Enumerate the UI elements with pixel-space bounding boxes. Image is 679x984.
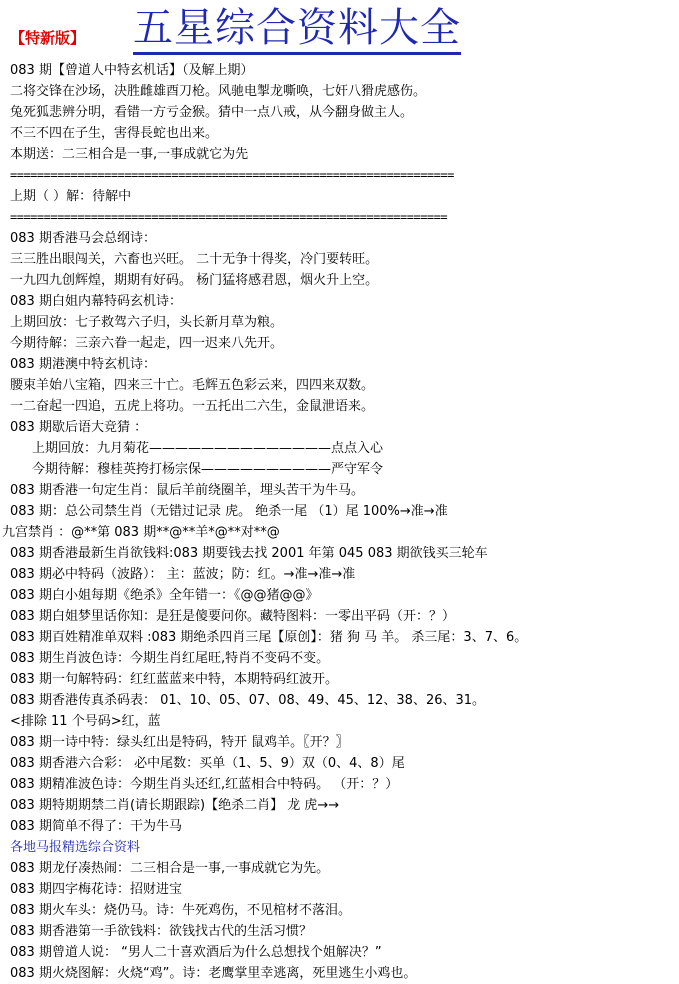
edition-badge: 【特新版】 bbox=[10, 29, 86, 47]
text-line: 一二奋起一四追，五虎上将功。一五托出二六生，金鼠泄语来。 bbox=[10, 399, 375, 414]
text-line: 083 期香港马会总纲诗： bbox=[10, 231, 156, 246]
text-line: 083 期：总公司禁生肖（无错过记录 虎。 绝杀一尾 （1）尾 100%→准→准 bbox=[10, 504, 448, 519]
text-line: 083 期白小姐每期《绝杀》全年错一：《@@猪@@》 bbox=[10, 588, 319, 603]
text-line: 腰束羊始八宝箱，四来三十亡。毛辉五色彩云来，四四来双数。 bbox=[10, 378, 375, 393]
text-line: 上期回放：七子救驾六子归，头长新月草为粮。 bbox=[10, 315, 284, 330]
text-line: 083 期歇后语大竞猜 ： bbox=[10, 420, 148, 435]
text-line: 兔死狐悲辨分明，看错一方亏金猴。猜中一点八戒，从今翻身做主人。 bbox=[10, 105, 414, 120]
text-line: 本期送：二三相合是一事,一事成就它为先 bbox=[10, 147, 249, 162]
text-line: 今期待解：穆桂英挎打杨宗保——————————严守军令 bbox=[32, 462, 384, 477]
text-line: 083 期特期期禁二肖(请长期跟踪)【绝杀二肖】 龙 虎→→ bbox=[10, 798, 340, 813]
text-line: 083 期香港六合彩： 必中尾数：买单（1、5、9）双（0、4、8）尾 bbox=[10, 756, 405, 771]
text-line: 083 期龙仔凑热闹：二三相合是一事,一事成就它为先。 bbox=[10, 861, 330, 876]
text-line: 083 期【曾道人中特玄机话】（及解上期） bbox=[10, 63, 254, 78]
text-line: 各地马报精选综合资料 bbox=[10, 840, 141, 855]
text-line: 083 期火烧图解：火烧“鸡”。诗：老鹰掌里幸逃离，死里逃生小鸡也。 bbox=[10, 966, 417, 981]
page-title: 五星综合资料大全 bbox=[133, 4, 461, 55]
text-line: 上期（ ）解：待解中 bbox=[10, 189, 132, 204]
text-line: 083 期白姐内幕特码玄机诗： bbox=[10, 294, 182, 309]
text-line: 九宫禁肖 ：@**第 083 期**@**羊*@**对**@ bbox=[2, 525, 280, 540]
text-line: 083 期香港第一手欲钱料：欲钱找古代的生活习惯？ bbox=[10, 924, 312, 939]
separator-line: ================================================================== bbox=[10, 168, 454, 182]
text-line: 083 期曾道人说： “男人二十喜欢酒后为什么总想找个姐解决？” bbox=[10, 945, 382, 960]
text-line: 083 期一诗中特：绿头红出是特码，特开 鼠鸡羊。〖开？〗 bbox=[10, 735, 349, 750]
text-line: 083 期一句解特码：红红蓝蓝来中特，本期特码红波开。 bbox=[10, 672, 338, 687]
text-line: 上期回放：九月菊花——————————————点点入心 bbox=[32, 441, 384, 456]
text-line: 083 期香港一句定生肖：鼠后羊前绕圈羊，埋头苦干为牛马。 bbox=[10, 483, 364, 498]
text-line: 083 期香港最新生肖欲钱料:083 期要钱去找 2001 年第 045 083 期欲钱买三轮车 bbox=[10, 546, 488, 561]
document-body bbox=[0, 60, 679, 984]
text-line: 083 期百姓精准单双料 :083 期绝杀四肖三尾【原创】：猪 狗 马 羊。 杀三尾：3、7、6。 bbox=[10, 630, 528, 645]
page-header bbox=[0, 0, 679, 60]
text-line: 083 期生肖波色诗：今期生肖红尾旺,特肖不变码不变。 bbox=[10, 651, 330, 666]
text-line: 今期待解：三亲六眷一起走，四一迟来八先开。 bbox=[10, 336, 284, 351]
text-line: 不三不四在子生，害得長蛇也出来。 bbox=[10, 126, 219, 141]
text-line: 083 期四字梅花诗：招财进宝 bbox=[10, 882, 182, 897]
text-line: 083 期火车头：烧仍马。诗：牛死鸡伤，不见棺材不落泪。 bbox=[10, 903, 351, 918]
text-line: 083 期简单不得了：干为牛马 bbox=[10, 819, 182, 834]
text-line: 083 期精准波色诗：今期生肖头还红,红蓝相合中特码。 （开：？） bbox=[10, 777, 399, 792]
text-line: 083 期必中特码（波路）： 主：蓝波；防：红。→准→准→准 bbox=[10, 567, 356, 582]
text-line: 三三胜出眼闯关，六畜也兴旺。 二十无争十得奖，冷门要转旺。 bbox=[10, 252, 379, 267]
text-line: <排除 11 个号码>红，蓝 bbox=[10, 714, 161, 729]
text-line: 一九四九创辉煌，期期有好码。 杨门猛将感君恩，烟火升上空。 bbox=[10, 273, 379, 288]
separator-line: ================================================================= bbox=[10, 210, 448, 224]
text-line: 083 期港澳中特玄机诗： bbox=[10, 357, 156, 372]
text-line: 083 期白姐梦里话你知：是狂是傻要问你。藏特图料：一零出平码（开：？） bbox=[10, 609, 455, 624]
text-line: 083 期香港传真杀码表： 01、10、05、07、08、49、45、12、38、26、31。 bbox=[10, 693, 486, 708]
text-line: 二将交锋在沙场，决胜雌雄酉刀枪。风驰电掣龙嘶唤，七奸八猾虎感伤。 bbox=[10, 84, 427, 99]
